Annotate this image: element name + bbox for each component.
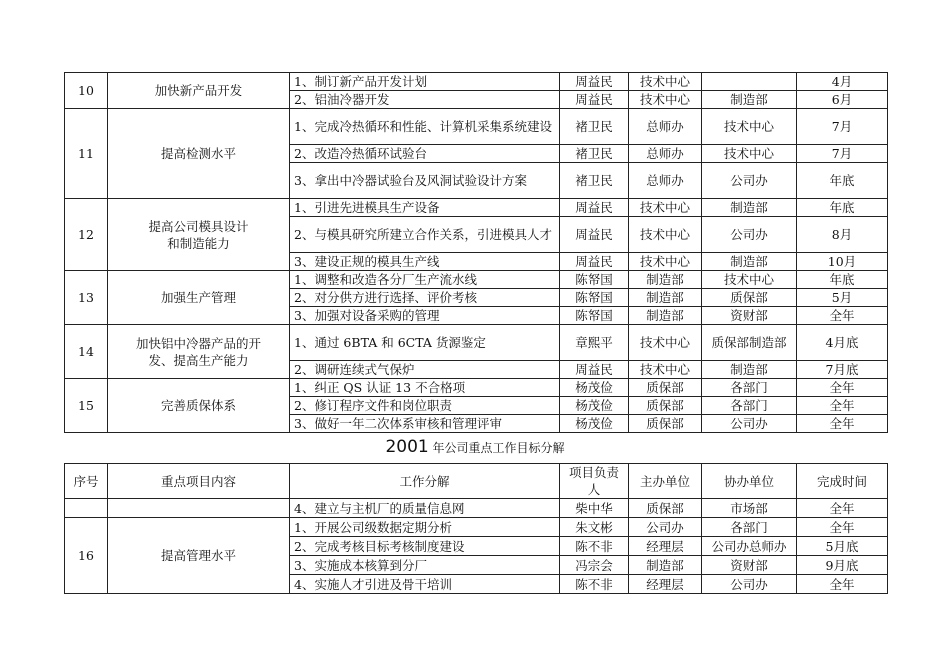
cell-owner: 周益民 (560, 199, 629, 217)
cell-host: 质保部 (629, 499, 702, 518)
cell-assist: 市场部 (702, 499, 797, 518)
cell-owner: 周益民 (560, 361, 629, 379)
cell-task: 2、调研连续式气保炉 (290, 361, 560, 379)
cell-task: 1、纠正 QS 认证 13 不合格项 (290, 379, 560, 397)
table-row (65, 199, 888, 217)
cell-host: 制造部 (629, 556, 702, 575)
cell-host: 技术中心 (629, 253, 702, 271)
cell-assist: 技术中心 (702, 145, 797, 163)
cell-time: 5月底 (797, 537, 888, 556)
cell-assist: 公司办 (702, 163, 797, 199)
cell-item: 加强生产管理 (108, 271, 290, 325)
cell-task: 2、改造冷热循环试验台 (290, 145, 560, 163)
table-row (65, 73, 888, 91)
cell-owner: 周益民 (560, 91, 629, 109)
cell-assist: 技术中心 (702, 271, 797, 289)
cell-task: 1、调整和改造各分厂生产流水线 (290, 271, 560, 289)
cell-assist: 质保部制造部 (702, 325, 797, 361)
cell-time: 年底 (797, 199, 888, 217)
cell-time: 年底 (797, 163, 888, 199)
cell-host: 技术中心 (629, 325, 702, 361)
cell-task: 1、引进先进模具生产设备 (290, 199, 560, 217)
cell-time: 全年 (797, 397, 888, 415)
cell-time: 年底 (797, 271, 888, 289)
cell-owner: 周益民 (560, 73, 629, 91)
cell-no: 14 (65, 325, 108, 379)
header-item: 重点项目内容 (108, 464, 290, 499)
cell-owner: 章熙平 (560, 325, 629, 361)
cell-time: 7月 (797, 145, 888, 163)
header-owner: 项目负责人 (560, 464, 629, 499)
cell-assist: 技术中心 (702, 109, 797, 145)
cell-assist: 公司办 (702, 415, 797, 433)
cell-host: 技术中心 (629, 361, 702, 379)
cell-item: 提高检测水平 (108, 109, 290, 199)
cell-task: 3、建设正规的模具生产线 (290, 253, 560, 271)
header-assist: 协办单位 (702, 464, 797, 499)
cell-task: 2、修订程序文件和岗位职责 (290, 397, 560, 415)
header-no: 序号 (65, 464, 108, 499)
cell-time: 全年 (797, 307, 888, 325)
cell-assist: 各部门 (702, 518, 797, 537)
cell-task: 3、拿出中冷器试验台及风洞试验设计方案 (290, 163, 560, 199)
cell-no: 11 (65, 109, 108, 199)
cell-item: 提高管理水平 (108, 518, 290, 594)
cell-time: 4月 (797, 73, 888, 91)
title-year: 2001 (385, 437, 429, 457)
cell-time: 全年 (797, 415, 888, 433)
table-row (65, 109, 888, 145)
table-row (65, 271, 888, 289)
cell-owner: 周益民 (560, 253, 629, 271)
cell-no: 13 (65, 271, 108, 325)
cell-host: 公司办 (629, 518, 702, 537)
cell-host: 制造部 (629, 289, 702, 307)
cell-task: 1、完成冷热循环和性能、计算机采集系统建设 (290, 109, 560, 145)
cell-owner: 陈帑国 (560, 271, 629, 289)
cell-assist: 各部门 (702, 379, 797, 397)
title-text: 年公司重点工作目标分解 (428, 441, 565, 455)
cell-task: 3、实施成本核算到分厂 (290, 556, 560, 575)
cell-item (108, 499, 290, 518)
cell-owner: 陈不非 (560, 575, 629, 594)
cell-time: 8月 (797, 217, 888, 253)
cell-host: 质保部 (629, 397, 702, 415)
cell-host: 技术中心 (629, 91, 702, 109)
cell-time: 5月 (797, 289, 888, 307)
cell-assist: 质保部 (702, 289, 797, 307)
table-row (65, 325, 888, 361)
cell-task: 4、建立与主机厂的质量信息网 (290, 499, 560, 518)
cell-time: 全年 (797, 518, 888, 537)
cell-owner: 陈帑国 (560, 289, 629, 307)
cell-time: 全年 (797, 575, 888, 594)
cell-owner: 陈不非 (560, 537, 629, 556)
cell-assist: 制造部 (702, 199, 797, 217)
cell-host: 质保部 (629, 379, 702, 397)
cell-time: 全年 (797, 379, 888, 397)
cell-item: 完善质保体系 (108, 379, 290, 433)
cell-task: 1、制订新产品开发计划 (290, 73, 560, 91)
cell-owner: 褚卫民 (560, 163, 629, 199)
cell-host: 经理层 (629, 537, 702, 556)
cell-assist (702, 73, 797, 91)
table-row (65, 499, 888, 518)
cell-time: 7月底 (797, 361, 888, 379)
cell-time: 9月底 (797, 556, 888, 575)
cell-task: 1、开展公司级数据定期分析 (290, 518, 560, 537)
table-row (65, 518, 888, 537)
cell-assist: 制造部 (702, 253, 797, 271)
cell-task: 2、铝油冷器开发 (290, 91, 560, 109)
cell-owner: 杨茂俭 (560, 415, 629, 433)
cell-task: 2、对分供方进行选择、评价考核 (290, 289, 560, 307)
cell-assist: 公司办总师办 (702, 537, 797, 556)
table-header-row (65, 464, 888, 499)
cell-host: 经理层 (629, 575, 702, 594)
cell-owner: 周益民 (560, 217, 629, 253)
cell-no: 10 (65, 73, 108, 109)
work-target-table-continued (64, 72, 888, 433)
cell-owner: 朱文彬 (560, 518, 629, 537)
cell-no (65, 499, 108, 518)
cell-time: 10月 (797, 253, 888, 271)
cell-time: 全年 (797, 499, 888, 518)
cell-task: 3、做好一年二次体系审核和管理评审 (290, 415, 560, 433)
cell-owner: 杨茂俭 (560, 379, 629, 397)
work-target-table (64, 463, 888, 594)
cell-assist: 制造部 (702, 361, 797, 379)
cell-time: 6月 (797, 91, 888, 109)
cell-task: 1、通过 6BTA 和 6CTA 货源鉴定 (290, 325, 560, 361)
cell-owner: 陈帑国 (560, 307, 629, 325)
cell-owner: 褚卫民 (560, 145, 629, 163)
cell-owner: 杨茂俭 (560, 397, 629, 415)
cell-task: 2、与模具研究所建立合作关系，引进模具人才 (290, 217, 560, 253)
header-time: 完成时间 (797, 464, 888, 499)
cell-host: 总师办 (629, 109, 702, 145)
cell-task: 4、实施人才引进及骨干培训 (290, 575, 560, 594)
cell-owner: 冯宗会 (560, 556, 629, 575)
cell-assist: 各部门 (702, 397, 797, 415)
cell-assist: 资财部 (702, 556, 797, 575)
cell-owner: 柴中华 (560, 499, 629, 518)
cell-task: 3、加强对设备采购的管理 (290, 307, 560, 325)
cell-no: 12 (65, 199, 108, 271)
cell-item: 加快铝中冷器产品的开 发、提高生产能力 (108, 325, 290, 379)
header-task: 工作分解 (290, 464, 560, 499)
cell-host: 技术中心 (629, 199, 702, 217)
cell-host: 总师办 (629, 163, 702, 199)
header-host: 主办单位 (629, 464, 702, 499)
table-row (65, 379, 888, 397)
cell-task: 2、完成考核目标考核制度建设 (290, 537, 560, 556)
cell-assist: 资财部 (702, 307, 797, 325)
page-title (0, 437, 950, 457)
cell-host: 总师办 (629, 145, 702, 163)
cell-host: 制造部 (629, 307, 702, 325)
cell-host: 质保部 (629, 415, 702, 433)
cell-no: 16 (65, 518, 108, 594)
cell-no: 15 (65, 379, 108, 433)
cell-host: 技术中心 (629, 73, 702, 91)
cell-host: 技术中心 (629, 217, 702, 253)
cell-time: 4月底 (797, 325, 888, 361)
cell-time: 7月 (797, 109, 888, 145)
cell-owner: 褚卫民 (560, 109, 629, 145)
cell-assist: 公司办 (702, 575, 797, 594)
cell-item: 提高公司模具设计 和制造能力 (108, 199, 290, 271)
cell-assist: 公司办 (702, 217, 797, 253)
cell-host: 制造部 (629, 271, 702, 289)
cell-assist: 制造部 (702, 91, 797, 109)
cell-item: 加快新产品开发 (108, 73, 290, 109)
